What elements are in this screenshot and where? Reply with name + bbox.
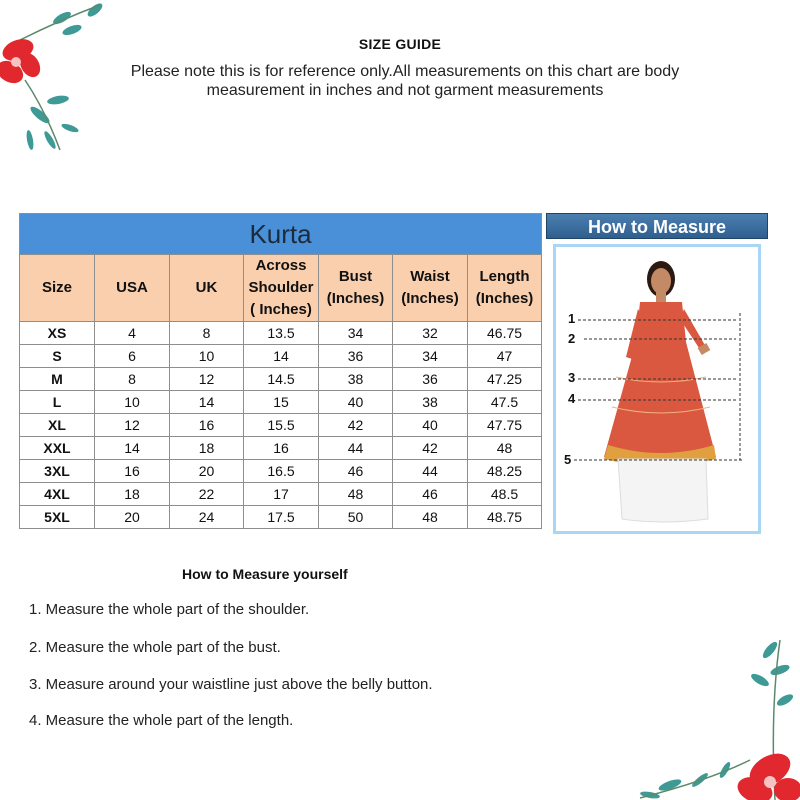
measurement-cell: 48.25 xyxy=(468,460,542,483)
size-label-cell: XXL xyxy=(20,437,95,460)
size-label-cell: M xyxy=(20,368,95,391)
measurement-cell: 34 xyxy=(319,322,393,345)
column-header-shoulder: Across Shoulder ( Inches) xyxy=(244,255,319,322)
model-figure xyxy=(556,247,758,531)
measurement-cell: 6 xyxy=(95,345,170,368)
measurement-cell: 20 xyxy=(170,460,244,483)
marker-4: 4 xyxy=(568,391,576,406)
measurement-cell: 48.5 xyxy=(468,483,542,506)
size-label-cell: L xyxy=(20,391,95,414)
measurement-cell: 15 xyxy=(244,391,319,414)
measurement-cell: 12 xyxy=(170,368,244,391)
measurement-cell: 42 xyxy=(393,437,468,460)
measurement-cell: 40 xyxy=(393,414,468,437)
measurement-cell: 13.5 xyxy=(244,322,319,345)
measurement-cell: 10 xyxy=(95,391,170,414)
measurement-cell: 8 xyxy=(95,368,170,391)
measurement-cell: 14 xyxy=(244,345,319,368)
size-label-cell: 3XL xyxy=(20,460,95,483)
measurement-cell: 47.5 xyxy=(468,391,542,414)
measurement-cell: 16 xyxy=(170,414,244,437)
measurement-cell: 16 xyxy=(244,437,319,460)
measurement-cell: 48.75 xyxy=(468,506,542,529)
column-header-usa: USA xyxy=(95,255,170,322)
column-header-waist: Waist (Inches) xyxy=(393,255,468,322)
measurement-cell: 48 xyxy=(319,483,393,506)
table-row xyxy=(20,483,542,506)
measurement-cell: 16.5 xyxy=(244,460,319,483)
table-row xyxy=(20,437,542,460)
column-header-length: Length (Inches) xyxy=(468,255,542,322)
column-header-bust: Bust (Inches) xyxy=(319,255,393,322)
measurement-cell: 20 xyxy=(95,506,170,529)
measurement-cell: 34 xyxy=(393,345,468,368)
instruction-item-2: 2. Measure the whole part of the bust. xyxy=(29,639,281,656)
measurement-cell: 22 xyxy=(170,483,244,506)
table-row xyxy=(20,460,542,483)
measurement-cell: 44 xyxy=(393,460,468,483)
measurement-cell: 42 xyxy=(319,414,393,437)
instruction-item-3: 3. Measure around your waistline just above the belly button. xyxy=(29,676,433,693)
size-label-cell: 4XL xyxy=(20,483,95,506)
size-guide-title: SIZE GUIDE xyxy=(358,36,442,52)
measurement-cell: 17 xyxy=(244,483,319,506)
size-label-cell: 5XL xyxy=(20,506,95,529)
column-header-size: Size xyxy=(20,255,95,322)
size-label-cell: XL xyxy=(20,414,95,437)
measurement-cell: 14 xyxy=(170,391,244,414)
table-row xyxy=(20,345,542,368)
measurement-cell: 12 xyxy=(95,414,170,437)
column-header-uk: UK xyxy=(170,255,244,322)
measurement-cell: 4 xyxy=(95,322,170,345)
table-row xyxy=(20,506,542,529)
measurement-cell: 36 xyxy=(319,345,393,368)
measurement-cell: 47 xyxy=(468,345,542,368)
marker-2: 2 xyxy=(568,331,576,346)
marker-3: 3 xyxy=(568,370,576,385)
measurement-cell: 32 xyxy=(393,322,468,345)
floral-decoration-bottom-right xyxy=(630,630,800,800)
instruction-item-4: 4. Measure the whole part of the length. xyxy=(29,712,294,729)
instruction-item-1: 1. Measure the whole part of the shoulder. xyxy=(29,601,310,618)
measurement-cell: 10 xyxy=(170,345,244,368)
column-header-row xyxy=(20,255,542,322)
table-row xyxy=(20,368,542,391)
measurement-illustration xyxy=(553,244,761,534)
size-label-cell: XS xyxy=(20,322,95,345)
measurement-cell: 38 xyxy=(393,391,468,414)
size-chart-table xyxy=(19,213,542,529)
measurement-cell: 8 xyxy=(170,322,244,345)
marker-1: 1 xyxy=(568,311,576,326)
measurement-cell: 18 xyxy=(95,483,170,506)
table-row xyxy=(20,391,542,414)
table-row xyxy=(20,322,542,345)
measurement-cell: 17.5 xyxy=(244,506,319,529)
size-label-cell: S xyxy=(20,345,95,368)
reference-note: Please note this is for reference only.All measurements on this chart are body measurement in inches and not garment measurements xyxy=(130,63,680,99)
measurement-cell: 15.5 xyxy=(244,414,319,437)
measurement-cell: 44 xyxy=(319,437,393,460)
measurement-cell: 46 xyxy=(319,460,393,483)
measurement-cell: 24 xyxy=(170,506,244,529)
measurement-cell: 16 xyxy=(95,460,170,483)
measurement-cell: 48 xyxy=(468,437,542,460)
measurement-cell: 40 xyxy=(319,391,393,414)
size-rows xyxy=(20,322,542,529)
measurement-cell: 18 xyxy=(170,437,244,460)
measurement-cell: 36 xyxy=(393,368,468,391)
measurement-cell: 48 xyxy=(393,506,468,529)
measurement-cell: 46 xyxy=(393,483,468,506)
marker-5: 5 xyxy=(564,452,572,467)
measurement-cell: 46.75 xyxy=(468,322,542,345)
measurement-cell: 14.5 xyxy=(244,368,319,391)
product-name-header: Kurta xyxy=(20,214,542,255)
how-to-measure-header: How to Measure xyxy=(546,213,768,239)
measurement-cell: 14 xyxy=(95,437,170,460)
table-row xyxy=(20,414,542,437)
measurement-cell: 47.75 xyxy=(468,414,542,437)
instructions-title: How to Measure yourself xyxy=(182,566,348,582)
measurement-cell: 50 xyxy=(319,506,393,529)
measurement-cell: 38 xyxy=(319,368,393,391)
measurement-cell: 47.25 xyxy=(468,368,542,391)
